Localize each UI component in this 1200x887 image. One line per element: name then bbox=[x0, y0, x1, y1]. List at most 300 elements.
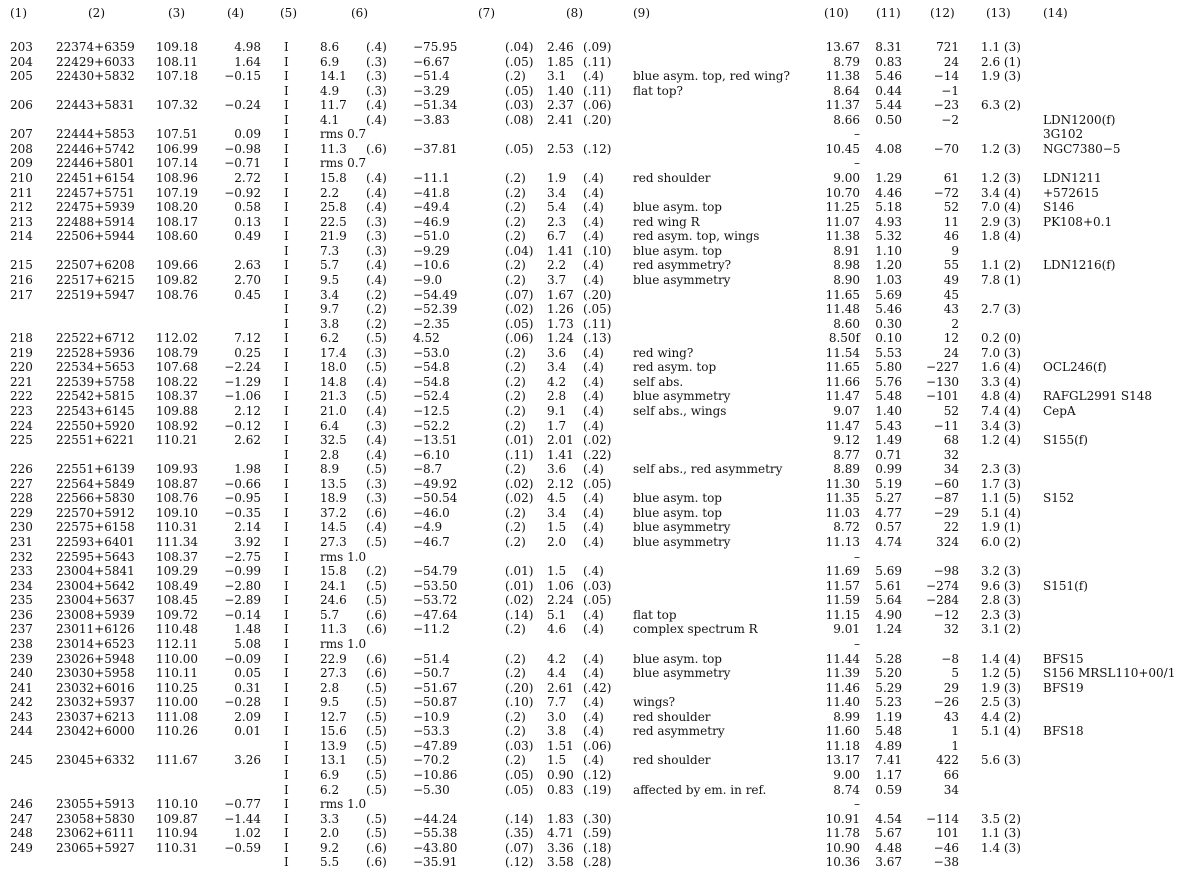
cell-b: −2.75 bbox=[224, 549, 261, 564]
col-header-11: (11) bbox=[876, 6, 901, 20]
cell-name: 22446+5801 bbox=[56, 156, 135, 171]
cell-w: 1.41 bbox=[547, 447, 574, 462]
cell-z: 4.48 bbox=[875, 840, 902, 855]
cell-c: complex spectrum R bbox=[633, 622, 758, 637]
cell-s: I bbox=[284, 69, 289, 84]
col-header-10: (10) bbox=[824, 6, 849, 20]
cell-w: 2.41 bbox=[547, 112, 574, 127]
cell-v: −10.9 bbox=[413, 709, 450, 724]
cell-d: 11.30 bbox=[825, 476, 860, 491]
cell-d: 9.01 bbox=[833, 622, 860, 637]
cell-n: 247 bbox=[10, 811, 33, 826]
cell-w: 3.0 bbox=[547, 709, 567, 724]
cell-id: S156 MRSL110+00/1 bbox=[1043, 666, 1176, 681]
cell-name: 22528+5936 bbox=[56, 345, 135, 360]
cell-l: 110.25 bbox=[156, 680, 198, 695]
cell-z: 5.69 bbox=[875, 287, 902, 302]
cell-name: 23058+5830 bbox=[56, 811, 135, 826]
table-row bbox=[0, 389, 1200, 404]
cell-s: I bbox=[284, 243, 289, 258]
table-row bbox=[0, 535, 1200, 550]
cell-t: 11.3 bbox=[320, 622, 347, 637]
cell-n: 209 bbox=[10, 156, 33, 171]
cell-t: 8.6 bbox=[320, 40, 340, 54]
cell-w: 2.3 bbox=[547, 214, 567, 229]
cell-v: −5.30 bbox=[413, 782, 450, 797]
table-row bbox=[0, 375, 1200, 390]
cell-id: 3G102 bbox=[1043, 127, 1084, 142]
cell-t: 11.7 bbox=[320, 98, 347, 113]
cell-s: I bbox=[284, 520, 289, 535]
cell-l: 108.79 bbox=[156, 345, 198, 360]
cell-ve: (.02) bbox=[505, 476, 534, 491]
cell-ve: (.2) bbox=[505, 666, 526, 681]
cell-d: 9.00 bbox=[833, 768, 860, 782]
cell-t: 21.9 bbox=[320, 229, 347, 244]
cell-l: 109.87 bbox=[156, 811, 198, 826]
cell-te: (.5) bbox=[366, 535, 387, 550]
cell-we: (.4) bbox=[583, 418, 604, 433]
cell-m: 1.1 (3) bbox=[981, 826, 1021, 841]
cell-s: I bbox=[284, 433, 289, 448]
cell-t: 4.9 bbox=[320, 83, 340, 98]
cell-n: 212 bbox=[10, 200, 33, 215]
cell-b: −1.29 bbox=[224, 374, 261, 389]
cell-name: 23004+5642 bbox=[56, 578, 135, 593]
cell-w: 3.6 bbox=[547, 462, 567, 477]
cell-name: 22457+5751 bbox=[56, 185, 135, 200]
cell-d: 9.07 bbox=[833, 404, 860, 418]
cell-d: 11.66 bbox=[825, 374, 860, 389]
cell-we: (.06) bbox=[583, 98, 612, 113]
cell-te: (.5) bbox=[366, 389, 387, 404]
cell-n: 248 bbox=[10, 826, 33, 841]
cell-c: blue asymmetry bbox=[633, 272, 731, 287]
cell-b: 0.13 bbox=[234, 214, 261, 229]
cell-v: −50.7 bbox=[413, 666, 450, 681]
cell-u: −11 bbox=[933, 418, 959, 433]
cell-id: LDN1200(f) bbox=[1043, 112, 1116, 127]
cell-name: 22543+6145 bbox=[56, 404, 135, 418]
cell-b: −0.15 bbox=[224, 69, 261, 84]
cell-l: 109.93 bbox=[156, 462, 198, 477]
cell-l: 110.31 bbox=[156, 520, 198, 535]
cell-l: 108.49 bbox=[156, 578, 198, 593]
cell-z: 5.32 bbox=[875, 229, 902, 244]
cell-u: −2 bbox=[941, 112, 959, 127]
cell-n: 245 bbox=[10, 753, 33, 768]
cell-n: 246 bbox=[10, 797, 33, 812]
cell-z: 1.49 bbox=[875, 433, 902, 448]
cell-t: 14.1 bbox=[320, 69, 347, 84]
cell-w: 4.2 bbox=[547, 651, 567, 666]
cell-te: (.4) bbox=[366, 272, 387, 287]
cell-u: 68 bbox=[943, 433, 959, 448]
cell-id: CepA bbox=[1043, 404, 1076, 418]
cell-s: I bbox=[284, 40, 289, 54]
cell-v: −53.72 bbox=[413, 593, 458, 608]
cell-ve: (.05) bbox=[505, 83, 534, 98]
cell-name: 23062+6111 bbox=[56, 826, 135, 841]
cell-t: 7.3 bbox=[320, 243, 340, 258]
cell-c: red shoulder bbox=[633, 753, 711, 768]
cell-we: (.11) bbox=[583, 316, 612, 331]
cell-n: 234 bbox=[10, 578, 33, 593]
cell-d: 10.70 bbox=[825, 185, 860, 200]
cell-v: −12.5 bbox=[413, 404, 450, 418]
table-row bbox=[0, 826, 1200, 841]
cell-s: I bbox=[284, 98, 289, 113]
cell-z: 5.48 bbox=[875, 724, 902, 739]
cell-t: 13.1 bbox=[320, 753, 347, 768]
cell-w: 3.7 bbox=[547, 272, 567, 287]
table-row bbox=[0, 317, 1200, 332]
table-row bbox=[0, 695, 1200, 710]
cell-t: 13.5 bbox=[320, 476, 347, 491]
cell-d: 11.57 bbox=[825, 578, 860, 593]
cell-m: 1.4 (4) bbox=[981, 651, 1021, 666]
cell-d: – bbox=[854, 127, 860, 142]
cell-v: −4.9 bbox=[413, 520, 443, 535]
cell-w: 4.6 bbox=[547, 622, 567, 637]
cell-s: I bbox=[284, 156, 289, 171]
cell-v: −8.7 bbox=[413, 462, 443, 477]
cell-w: 2.61 bbox=[547, 680, 574, 695]
cell-w: 3.36 bbox=[547, 840, 574, 855]
cell-u: −14 bbox=[933, 69, 959, 84]
cell-z: 4.89 bbox=[875, 738, 902, 753]
cell-w: 1.67 bbox=[547, 287, 574, 302]
cell-v: −11.2 bbox=[413, 622, 450, 637]
cell-u: −8 bbox=[941, 651, 959, 666]
cell-l: 108.11 bbox=[156, 54, 198, 69]
cell-we: (.4) bbox=[583, 491, 604, 506]
cell-s: I bbox=[284, 54, 289, 69]
cell-we: (.13) bbox=[583, 331, 612, 346]
cell-v: −54.79 bbox=[413, 564, 458, 579]
cell-s: I bbox=[284, 840, 289, 855]
cell-z: 1.24 bbox=[875, 622, 902, 637]
cell-u: −130 bbox=[926, 374, 959, 389]
cell-u: −1 bbox=[941, 83, 959, 98]
cell-s: I bbox=[284, 316, 289, 331]
cell-te: (.4) bbox=[366, 98, 387, 113]
cell-t: 15.8 bbox=[320, 564, 347, 579]
cell-l: 108.96 bbox=[156, 171, 198, 186]
cell-l: 108.22 bbox=[156, 374, 198, 389]
cell-d: 10.36 bbox=[825, 855, 860, 870]
cell-n: 211 bbox=[10, 185, 33, 200]
cell-m: 2.7 (3) bbox=[981, 302, 1021, 317]
cell-d: 11.69 bbox=[825, 564, 860, 579]
cell-s: I bbox=[284, 200, 289, 215]
cell-s: I bbox=[284, 229, 289, 244]
column-header-row bbox=[0, 6, 1200, 21]
cell-te: (.2) bbox=[366, 302, 387, 317]
cell-we: (.4) bbox=[583, 272, 604, 287]
table-row bbox=[0, 40, 1200, 55]
cell-id: S155(f) bbox=[1043, 433, 1088, 448]
cell-l: 108.37 bbox=[156, 549, 198, 564]
cell-n: 206 bbox=[10, 98, 33, 113]
cell-n: 221 bbox=[10, 374, 33, 389]
cell-n: 214 bbox=[10, 229, 33, 244]
cell-z: 0.57 bbox=[875, 520, 902, 535]
cell-s: I bbox=[284, 797, 289, 812]
cell-w: 1.5 bbox=[547, 564, 567, 579]
cell-ve: (.2) bbox=[505, 505, 526, 520]
cell-b: 5.08 bbox=[234, 636, 261, 651]
cell-v: −47.89 bbox=[413, 738, 458, 753]
cell-s: I bbox=[284, 535, 289, 550]
cell-te: (.4) bbox=[366, 433, 387, 448]
cell-name: 23011+6126 bbox=[56, 622, 135, 637]
col-header-14: (14) bbox=[1043, 6, 1068, 20]
cell-v: −53.0 bbox=[413, 345, 450, 360]
cell-z: 5.67 bbox=[875, 826, 902, 841]
cell-u: −101 bbox=[926, 389, 959, 404]
cell-w: 2.01 bbox=[547, 433, 574, 448]
cell-v: −46.0 bbox=[413, 505, 450, 520]
cell-w: 4.4 bbox=[547, 666, 567, 681]
cell-z: 1.17 bbox=[875, 768, 902, 782]
cell-z: 1.20 bbox=[875, 258, 902, 273]
table-row bbox=[0, 273, 1200, 288]
cell-name: 22517+6215 bbox=[56, 272, 135, 287]
cell-z: 5.44 bbox=[875, 98, 902, 113]
cell-u: 43 bbox=[943, 302, 959, 317]
cell-t: 27.3 bbox=[320, 535, 347, 550]
cell-d: 11.35 bbox=[825, 491, 860, 506]
cell-t: 4.1 bbox=[320, 112, 340, 127]
cell-d: 8.72 bbox=[833, 520, 860, 535]
table-row bbox=[0, 331, 1200, 346]
cell-b: 0.49 bbox=[234, 229, 261, 244]
cell-z: 5.43 bbox=[875, 418, 902, 433]
cell-w: 2.0 bbox=[547, 535, 567, 550]
cell-d: 11.07 bbox=[825, 214, 860, 229]
cell-ve: (.03) bbox=[505, 738, 534, 753]
cell-b: 0.05 bbox=[234, 666, 261, 681]
cell-ve: (.01) bbox=[505, 564, 534, 579]
cell-z: 1.10 bbox=[875, 243, 902, 258]
table-row bbox=[0, 258, 1200, 273]
cell-we: (.4) bbox=[583, 214, 604, 229]
cell-s: I bbox=[284, 695, 289, 710]
table-row bbox=[0, 739, 1200, 754]
cell-l: 108.45 bbox=[156, 593, 198, 608]
cell-t: 18.0 bbox=[320, 360, 347, 375]
cell-z: 5.23 bbox=[875, 695, 902, 710]
cell-s: I bbox=[284, 738, 289, 753]
cell-m: 5.1 (4) bbox=[981, 724, 1021, 739]
cell-l: 108.76 bbox=[156, 287, 198, 302]
cell-l: 109.72 bbox=[156, 607, 198, 622]
cell-w: 1.83 bbox=[547, 811, 574, 826]
cell-b: 1.02 bbox=[234, 826, 261, 841]
table-row bbox=[0, 215, 1200, 230]
cell-v: −50.54 bbox=[413, 491, 458, 506]
cell-w: 0.83 bbox=[547, 782, 574, 797]
cell-l: 109.82 bbox=[156, 272, 198, 287]
table-row bbox=[0, 855, 1200, 870]
cell-z: 0.59 bbox=[875, 782, 902, 797]
cell-n: 233 bbox=[10, 564, 33, 579]
table-row bbox=[0, 681, 1200, 696]
cell-u: 32 bbox=[943, 447, 959, 462]
cell-s: I bbox=[284, 258, 289, 273]
cell-w: 1.51 bbox=[547, 738, 574, 753]
cell-we: (.19) bbox=[583, 782, 612, 797]
cell-t: 9.7 bbox=[320, 302, 340, 317]
cell-s: I bbox=[284, 127, 289, 142]
cell-l: 109.88 bbox=[156, 404, 198, 418]
cell-ve: (.2) bbox=[505, 272, 526, 287]
cell-c: self abs., wings bbox=[633, 404, 727, 418]
cell-c: self abs. bbox=[633, 374, 684, 389]
cell-we: (.4) bbox=[583, 185, 604, 200]
cell-d: 11.39 bbox=[825, 666, 860, 681]
cell-l: 110.10 bbox=[156, 797, 198, 812]
cell-v: −43.80 bbox=[413, 840, 458, 855]
cell-we: (.22) bbox=[583, 447, 612, 462]
cell-ve: (.11) bbox=[505, 447, 534, 462]
table-row bbox=[0, 142, 1200, 157]
cell-ve: (.05) bbox=[505, 316, 534, 331]
cell-t: 15.6 bbox=[320, 724, 347, 739]
cell-l: 110.00 bbox=[156, 651, 198, 666]
cell-b: 7.12 bbox=[234, 331, 261, 346]
cell-m: 1.8 (4) bbox=[981, 229, 1021, 244]
cell-t: 6.9 bbox=[320, 768, 340, 782]
cell-we: (.4) bbox=[583, 607, 604, 622]
cell-te: (.6) bbox=[366, 666, 387, 681]
cell-l: 112.11 bbox=[156, 636, 198, 651]
cell-name: 22430+5832 bbox=[56, 69, 135, 84]
cell-u: −46 bbox=[933, 840, 959, 855]
cell-d: 10.91 bbox=[825, 811, 860, 826]
cell-w: 2.46 bbox=[547, 40, 574, 54]
cell-z: 0.71 bbox=[875, 447, 902, 462]
cell-t: 3.8 bbox=[320, 316, 340, 331]
cell-we: (.05) bbox=[583, 476, 612, 491]
cell-v: −51.34 bbox=[413, 98, 458, 113]
cell-ve: (.2) bbox=[505, 214, 526, 229]
cell-n: 217 bbox=[10, 287, 33, 302]
cell-n: 222 bbox=[10, 389, 33, 404]
cell-m: 1.9 (1) bbox=[981, 520, 1021, 535]
cell-m: 3.4 (3) bbox=[981, 418, 1021, 433]
cell-l: 108.20 bbox=[156, 200, 198, 215]
cell-t: 14.5 bbox=[320, 520, 347, 535]
cell-t: rms 1.0 bbox=[320, 797, 367, 812]
cell-m: 1.2 (5) bbox=[981, 666, 1021, 681]
cell-name: 22551+6139 bbox=[56, 462, 135, 477]
cell-t: 2.8 bbox=[320, 680, 340, 695]
cell-m: 7.0 (3) bbox=[981, 345, 1021, 360]
cell-n: 235 bbox=[10, 593, 33, 608]
cell-t: 12.7 bbox=[320, 709, 347, 724]
cell-z: 5.20 bbox=[875, 666, 902, 681]
cell-b: 2.12 bbox=[234, 404, 261, 418]
cell-b: 0.09 bbox=[234, 127, 261, 142]
cell-te: (.2) bbox=[366, 287, 387, 302]
cell-ve: (.10) bbox=[505, 695, 534, 710]
cell-b: −0.92 bbox=[224, 185, 261, 200]
cell-n: 244 bbox=[10, 724, 33, 739]
col-header-9: (9) bbox=[633, 6, 650, 20]
cell-s: I bbox=[284, 462, 289, 477]
cell-ve: (.2) bbox=[505, 69, 526, 84]
cell-v: −54.49 bbox=[413, 287, 458, 302]
cell-n: 220 bbox=[10, 360, 33, 375]
cell-n: 213 bbox=[10, 214, 33, 229]
cell-we: (.4) bbox=[583, 535, 604, 550]
cell-name: 22542+5815 bbox=[56, 389, 135, 404]
cell-m: 5.1 (4) bbox=[981, 505, 1021, 520]
cell-d: 10.90 bbox=[825, 840, 860, 855]
cell-z: 0.10 bbox=[875, 331, 902, 346]
table-row bbox=[0, 812, 1200, 827]
cell-w: 2.53 bbox=[547, 141, 574, 156]
table-row bbox=[0, 550, 1200, 565]
cell-te: (.5) bbox=[366, 360, 387, 375]
cell-t: 9.5 bbox=[320, 695, 340, 710]
cell-c: flat top bbox=[633, 607, 677, 622]
cell-c: red wing R bbox=[633, 214, 700, 229]
cell-s: I bbox=[284, 141, 289, 156]
cell-ve: (.04) bbox=[505, 243, 534, 258]
cell-l: 107.14 bbox=[156, 156, 198, 171]
cell-u: −26 bbox=[933, 695, 959, 710]
cell-name: 23032+6016 bbox=[56, 680, 135, 695]
cell-b: −0.98 bbox=[224, 141, 261, 156]
cell-we: (.20) bbox=[583, 287, 612, 302]
cell-te: (.6) bbox=[366, 607, 387, 622]
cell-id: BFS18 bbox=[1043, 724, 1084, 739]
cell-ve: (.08) bbox=[505, 112, 534, 127]
cell-w: 1.24 bbox=[547, 331, 574, 346]
cell-d: 11.15 bbox=[825, 607, 860, 622]
cell-v: −51.0 bbox=[413, 229, 450, 244]
cell-u: −72 bbox=[933, 185, 959, 200]
cell-u: −87 bbox=[933, 491, 959, 506]
cell-te: (.3) bbox=[366, 54, 387, 69]
cell-t: 14.8 bbox=[320, 374, 347, 389]
cell-c: red asymmetry? bbox=[633, 258, 732, 273]
cell-n: 225 bbox=[10, 433, 33, 448]
cell-d: 8.98 bbox=[833, 258, 860, 273]
cell-s: I bbox=[284, 272, 289, 287]
cell-z: 3.67 bbox=[875, 855, 902, 870]
cell-t: 3.4 bbox=[320, 287, 340, 302]
cell-t: 18.9 bbox=[320, 491, 347, 506]
cell-s: I bbox=[284, 680, 289, 695]
cell-m: 1.2 (3) bbox=[981, 141, 1021, 156]
cell-l: 110.48 bbox=[156, 622, 198, 637]
cell-ve: (.2) bbox=[505, 709, 526, 724]
cell-n: 216 bbox=[10, 272, 33, 287]
cell-l: 108.92 bbox=[156, 418, 198, 433]
cell-c: blue asym. top bbox=[633, 243, 722, 258]
cell-m: 1.2 (4) bbox=[981, 433, 1021, 448]
cell-ve: (.2) bbox=[505, 520, 526, 535]
cell-z: 5.46 bbox=[875, 69, 902, 84]
cell-ve: (.05) bbox=[505, 768, 534, 782]
cell-id: LDN1216(f) bbox=[1043, 258, 1116, 273]
cell-n: 207 bbox=[10, 127, 33, 142]
cell-v: −9.0 bbox=[413, 272, 443, 287]
